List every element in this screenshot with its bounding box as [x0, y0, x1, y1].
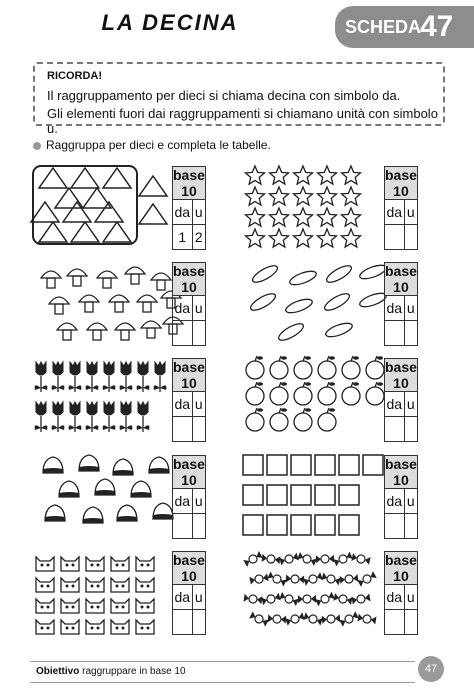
items-drawing: [243, 455, 379, 535]
star-icon: [269, 208, 288, 226]
star-icon: [293, 166, 312, 184]
star-icon: [293, 208, 312, 226]
square-icon: [267, 515, 287, 535]
candy-icon: [340, 574, 359, 584]
goal-label: Obiettivo: [36, 666, 80, 677]
candy-icon: [297, 552, 317, 566]
tens-label: da: [385, 489, 405, 514]
tulip-icon: [103, 402, 116, 432]
mushroom-icon: [97, 271, 117, 288]
apple-icon: [270, 356, 288, 379]
base-ten-table: [172, 262, 206, 346]
remember-line-2: Gli elementi fuori dai raggruppamenti si chiamano unità con simbolo u.: [47, 106, 438, 136]
star-icon: [317, 208, 336, 226]
cat-icon: [111, 557, 129, 571]
star-icon: [341, 166, 360, 184]
square-icon: [267, 485, 287, 505]
cat-icon: [61, 557, 79, 571]
tulip-icon: [52, 402, 65, 432]
tens-cell[interactable]: [173, 321, 193, 346]
mushroom-icon: [137, 295, 157, 312]
star-icon: [245, 229, 264, 247]
apple-icon: [294, 382, 312, 405]
star-icon: [341, 208, 360, 226]
base-ten-table: [384, 551, 418, 635]
units-label: u: [404, 392, 417, 417]
items-drawing: [33, 262, 169, 342]
tulip-icon: [86, 402, 99, 432]
units-cell[interactable]: [404, 417, 417, 442]
base-ten-table: [172, 166, 206, 250]
apple-icon: [294, 356, 312, 379]
tens-cell[interactable]: [385, 225, 405, 250]
base-ten-table: [384, 455, 418, 539]
units-cell[interactable]: [192, 417, 205, 442]
goal-bar: [30, 661, 415, 683]
star-icon: [245, 187, 264, 205]
leaf-icon: [324, 263, 353, 286]
star-icon: [341, 187, 360, 205]
cat-icon: [36, 599, 54, 613]
chestnut-icon: [95, 479, 115, 495]
page-title: LA DECINA: [101, 10, 239, 35]
candy-icon: [333, 593, 352, 605]
star-icon: [341, 229, 360, 247]
tens-cell[interactable]: [385, 514, 405, 539]
candy-icon: [298, 595, 316, 603]
tens-cell[interactable]: [385, 610, 405, 635]
tulip-icon: [120, 402, 133, 432]
star-icon: [293, 229, 312, 247]
tens-label: da: [173, 392, 193, 417]
candy-icon: [243, 551, 263, 567]
tens-cell[interactable]: [173, 514, 193, 539]
items-drawing: [243, 262, 379, 342]
square-icon: [291, 485, 311, 505]
cat-icon: [36, 578, 54, 592]
apple-icon: [294, 408, 312, 431]
candy-icon: [267, 571, 287, 586]
candy-icon: [262, 554, 281, 564]
triangle-icon: [103, 168, 131, 188]
triangle-icon: [31, 202, 59, 222]
tens-label: da: [173, 296, 193, 321]
base-ten-table: [384, 166, 418, 250]
instruction-text: Raggruppa per dieci e completa le tabelle.: [46, 138, 271, 152]
mushroom-icon: [109, 295, 129, 312]
triangle-icon: [139, 204, 167, 224]
remember-line-1: Il raggruppamento per dieci si chiama decina con simbolo da.: [47, 88, 401, 103]
goal-text: raggruppare in base 10: [82, 666, 186, 677]
remember-box: [33, 62, 445, 136]
items-drawing: [243, 551, 379, 631]
star-icon: [269, 166, 288, 184]
candy-icon: [357, 571, 377, 587]
base-ten-table: [384, 358, 418, 442]
leaf-icon: [288, 269, 318, 288]
mushroom-icon: [41, 271, 61, 288]
base-ten-table: [172, 455, 206, 539]
tens-cell[interactable]: [173, 417, 193, 442]
table-header: base 10: [173, 552, 205, 584]
mushroom-icon: [87, 323, 107, 340]
remember-heading: RICORDA!: [47, 70, 102, 82]
leaf-icon: [276, 321, 305, 344]
chestnut-icon: [59, 481, 79, 497]
candy-icon: [333, 552, 353, 567]
apple-icon: [246, 382, 264, 405]
tens-label: da: [385, 585, 405, 610]
units-label: u: [192, 585, 205, 610]
units-label: u: [404, 585, 417, 610]
square-icon: [291, 515, 311, 535]
items-drawing: [33, 455, 169, 535]
candy-icon: [321, 573, 341, 586]
cat-icon: [86, 557, 104, 571]
cat-icon: [111, 620, 129, 634]
candy-icon: [249, 611, 269, 626]
tulip-icon: [52, 362, 65, 392]
items-drawing: [33, 166, 169, 246]
tulip-icon: [154, 362, 167, 392]
tens-label: da: [173, 489, 193, 514]
candy-icon: [279, 553, 299, 566]
units-cell[interactable]: [192, 321, 205, 346]
star-icon: [293, 187, 312, 205]
candy-icon: [261, 593, 280, 605]
mushroom-icon: [67, 269, 87, 286]
base-ten-table: [172, 551, 206, 635]
chestnut-icon: [149, 457, 169, 473]
mushroom-icon: [125, 267, 145, 284]
tulip-icon: [35, 402, 48, 432]
cat-icon: [61, 620, 79, 634]
table-header: base 10: [173, 167, 205, 199]
cat-icon: [136, 578, 154, 592]
candy-icon: [285, 612, 305, 625]
candy-icon: [351, 553, 370, 565]
apple-icon: [318, 382, 336, 405]
tens-cell[interactable]: [385, 417, 405, 442]
leaf-icon: [324, 321, 354, 340]
apple-icon: [246, 408, 264, 431]
cat-icon: [136, 599, 154, 613]
tulip-icon: [35, 362, 48, 392]
star-icon: [245, 208, 264, 226]
sheet-number: 47: [420, 10, 454, 43]
cat-icon: [36, 620, 54, 634]
chestnut-icon: [83, 507, 103, 523]
candy-icon: [351, 593, 370, 604]
square-icon: [267, 455, 287, 475]
candy-icon: [268, 614, 287, 623]
triangle-icon: [39, 222, 67, 242]
page-number: 47: [418, 656, 444, 682]
units-label: u: [404, 200, 417, 225]
leaf-icon: [284, 297, 314, 316]
tens-label: da: [385, 296, 405, 321]
tulip-icon: [120, 362, 133, 392]
star-icon: [317, 187, 336, 205]
apple-icon: [342, 356, 360, 379]
square-icon: [291, 455, 311, 475]
candy-icon: [315, 592, 335, 607]
tulip-icon: [69, 362, 82, 392]
units-label: u: [192, 392, 205, 417]
candy-icon: [303, 572, 323, 586]
units-cell[interactable]: [404, 514, 417, 539]
units-cell[interactable]: [404, 225, 417, 250]
triangle-icon: [139, 176, 167, 196]
leaf-icon: [248, 291, 277, 314]
page-header: [0, 0, 474, 58]
cat-icon: [36, 557, 54, 571]
tens-label: da: [173, 200, 193, 225]
star-icon: [317, 229, 336, 247]
table-header: base 10: [385, 456, 417, 488]
units-label: u: [404, 489, 417, 514]
tulip-icon: [86, 362, 99, 392]
tens-cell[interactable]: [173, 610, 193, 635]
candy-icon: [244, 594, 263, 604]
mushroom-icon: [151, 273, 171, 290]
star-icon: [245, 166, 264, 184]
chestnut-icon: [153, 503, 173, 519]
apple-icon: [270, 382, 288, 405]
square-icon: [315, 485, 335, 505]
chestnut-icon: [79, 455, 99, 471]
tens-label: da: [385, 200, 405, 225]
tens-label: da: [173, 585, 193, 610]
apple-icon: [270, 408, 288, 431]
tens-cell[interactable]: 1: [173, 225, 193, 250]
square-icon: [315, 455, 335, 475]
candy-icon: [316, 555, 334, 564]
sheet-label: SCHEDA: [345, 17, 422, 37]
units-cell[interactable]: [192, 514, 205, 539]
table-header: base 10: [385, 167, 417, 199]
chestnut-icon: [131, 481, 151, 497]
units-label: u: [192, 200, 205, 225]
cat-icon: [111, 599, 129, 613]
chestnut-icon: [43, 457, 63, 473]
square-icon: [339, 455, 359, 475]
units-cell[interactable]: 2: [192, 225, 205, 250]
table-header: base 10: [385, 263, 417, 295]
units-label: u: [192, 489, 205, 514]
triangle-icon: [63, 202, 91, 222]
apple-icon: [246, 356, 264, 379]
square-icon: [363, 455, 383, 475]
mushroom-icon: [141, 321, 161, 338]
triangle-icon: [71, 222, 99, 242]
instruction: [33, 138, 271, 152]
cat-icon: [136, 620, 154, 634]
apple-icon: [318, 356, 336, 379]
leaf-icon: [322, 291, 351, 314]
candy-icon: [357, 614, 376, 625]
table-header: base 10: [173, 263, 205, 295]
candy-icon: [286, 575, 304, 584]
mushroom-icon: [49, 297, 69, 314]
units-label: u: [404, 296, 417, 321]
star-icon: [269, 229, 288, 247]
star-icon: [317, 166, 336, 184]
candy-icon: [322, 614, 341, 624]
cat-icon: [61, 578, 79, 592]
items-drawing: [243, 358, 379, 438]
chestnut-icon: [113, 459, 133, 475]
apple-icon: [342, 382, 360, 405]
units-cell[interactable]: [404, 610, 417, 635]
cat-icon: [86, 599, 104, 613]
square-icon: [315, 515, 335, 535]
cat-icon: [86, 578, 104, 592]
square-icon: [243, 515, 263, 535]
tulip-icon: [137, 402, 150, 432]
chestnut-icon: [117, 505, 137, 521]
triangle-icon: [39, 168, 67, 188]
tulip-icon: [103, 362, 116, 392]
page-footer: [0, 650, 474, 692]
apple-icon: [366, 382, 384, 405]
apple-icon: [366, 356, 384, 379]
items-drawing: [33, 551, 169, 631]
candy-icon: [249, 573, 268, 584]
mushroom-icon: [79, 295, 99, 312]
square-icon: [243, 455, 263, 475]
base-ten-table: [384, 262, 418, 346]
cat-icon: [136, 557, 154, 571]
mushroom-icon: [57, 323, 77, 340]
leaf-icon: [250, 263, 279, 286]
triangle-icon: [71, 168, 99, 188]
items-drawing: [243, 166, 379, 246]
square-icon: [339, 485, 359, 505]
cat-icon: [111, 578, 129, 592]
table-header: base 10: [173, 456, 205, 488]
cat-icon: [61, 599, 79, 613]
table-header: base 10: [385, 552, 417, 584]
units-cell[interactable]: [192, 610, 205, 635]
bullet-icon: [33, 142, 41, 150]
tulip-icon: [69, 402, 82, 432]
triangle-icon: [103, 222, 131, 242]
mushroom-icon: [115, 323, 135, 340]
candy-icon: [279, 592, 299, 606]
sheet-tab: [335, 6, 474, 48]
star-icon: [269, 187, 288, 205]
tens-label: da: [385, 392, 405, 417]
square-icon: [243, 485, 263, 505]
apple-icon: [318, 408, 336, 431]
square-icon: [339, 515, 359, 535]
items-drawing: [33, 358, 169, 438]
table-header: base 10: [173, 359, 205, 391]
units-cell[interactable]: [404, 321, 417, 346]
units-label: u: [192, 296, 205, 321]
base-ten-table: [172, 358, 206, 442]
table-header: base 10: [385, 359, 417, 391]
cat-icon: [86, 620, 104, 634]
tulip-icon: [137, 362, 150, 392]
chestnut-icon: [45, 505, 65, 521]
tens-cell[interactable]: [385, 321, 405, 346]
candy-icon: [339, 611, 359, 627]
candy-icon: [303, 612, 323, 625]
